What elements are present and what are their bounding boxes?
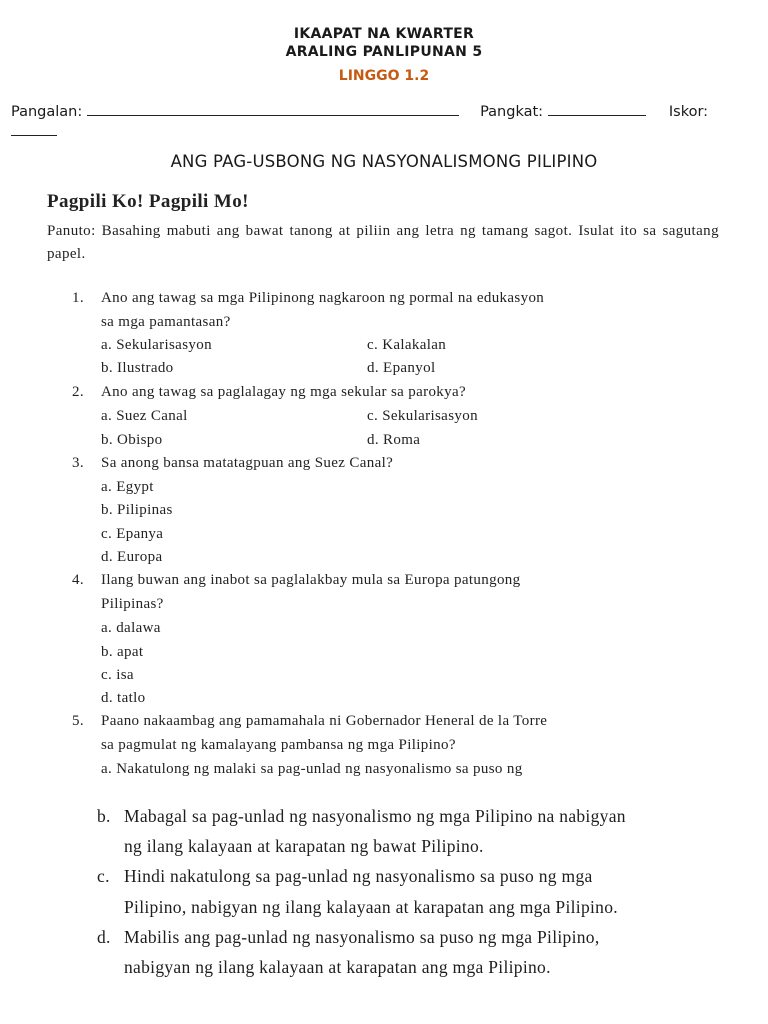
option[interactable]: a. Suez Canal: [101, 408, 188, 424]
option[interactable]: c. Epanya: [101, 526, 164, 542]
option-letter[interactable]: b.: [97, 806, 111, 826]
question-text: sa mga pamantasan?: [101, 314, 231, 330]
option[interactable]: c. Sekularisasyon: [367, 408, 478, 424]
option-letter[interactable]: c.: [97, 866, 110, 886]
score-blank-row: [11, 123, 57, 140]
option[interactable]: b. Obispo: [101, 432, 163, 448]
option[interactable]: a. Nakatulong ng malaki sa pag-unlad ng nasyonalismo sa puso ng: [101, 761, 523, 777]
question-text: Ano ang tawag sa mga Pilipinong nagkaroon ng pormal na edukasyon: [101, 290, 545, 306]
option-text: ng ilang kalayaan at karapatan ng bawat Pilipino.: [124, 836, 484, 856]
option[interactable]: a. dalawa: [101, 620, 161, 636]
question-number: 4.: [72, 572, 84, 588]
option[interactable]: d. Europa: [101, 549, 163, 565]
student-info-row: [11, 103, 708, 120]
question-number: 5.: [72, 713, 84, 729]
quarter-heading: IKAAPAT NA KWARTER: [293, 26, 475, 42]
section-label: Pangkat:: [480, 104, 544, 120]
option[interactable]: a. Egypt: [101, 479, 154, 495]
option[interactable]: d. Epanyol: [367, 360, 436, 376]
option[interactable]: c. Kalakalan: [367, 337, 447, 353]
option-text[interactable]: Mabagal sa pag-unlad ng nasyonalismo ng mga Pilipino na nabigyan: [124, 806, 626, 826]
activity-title: Pagpili Ko! Pagpili Mo!: [47, 191, 249, 212]
lesson-title: ANG PAG-USBONG NG NASYONALISMONG PILIPINO: [170, 152, 598, 171]
option[interactable]: d. Roma: [367, 432, 421, 448]
option[interactable]: b. Pilipinas: [101, 502, 173, 518]
subject-heading: ARALING PANLIPUNAN 5: [285, 44, 483, 60]
question-text: sa pagmulat ng kamalayang pambansa ng mga Pilipino?: [101, 737, 456, 753]
question-text: Paano nakaambag ang pamamahala ni Gobernador Heneral de la Torre: [101, 713, 548, 729]
question-text: Pilipinas?: [101, 596, 164, 612]
score-blank[interactable]: [11, 123, 57, 136]
option[interactable]: c. isa: [101, 667, 134, 683]
score-label: Iskor:: [668, 104, 709, 120]
option-text[interactable]: Mabilis ang pag-unlad ng nasyonalismo sa puso ng mga Pilipino,: [124, 927, 600, 947]
name-label: Pangalan:: [11, 104, 83, 120]
name-blank[interactable]: [87, 103, 459, 116]
option-text: nabigyan ng ilang kalayaan at karapatan ang mga Pilipino.: [124, 957, 551, 977]
option[interactable]: a. Sekularisasyon: [101, 337, 212, 353]
scan-cutoff: [0, 786, 768, 796]
option-text: Pilipino, nabigyan ng ilang kalayaan at karapatan ang mga Pilipino.: [124, 897, 618, 917]
option-letter[interactable]: d.: [97, 927, 111, 947]
question-number: 2.: [72, 384, 84, 400]
option[interactable]: b. apat: [101, 644, 144, 660]
option[interactable]: b. Ilustrado: [101, 360, 174, 376]
question-text: Ilang buwan ang inabot sa paglalakbay mula sa Europa patungong: [101, 572, 521, 588]
option[interactable]: d. tatlo: [101, 690, 146, 706]
question-number: 3.: [72, 455, 84, 471]
option-text[interactable]: Hindi nakatulong sa pag-unlad ng nasyonalismo sa puso ng mga: [124, 866, 593, 886]
question-text: Sa anong bansa matatagpuan ang Suez Canal?: [101, 455, 394, 471]
question-text: Ano ang tawag sa paglalagay ng mga sekular sa parokya?: [101, 384, 467, 400]
directions: Panuto: Basahing mabuti ang bawat tanong at piliin ang letra ng tamang sagot. Isulat ito sa sagutang papel.: [47, 223, 719, 262]
question-number: 1.: [72, 290, 84, 306]
week-label: LINGGO 1.2: [338, 68, 430, 84]
section-blank[interactable]: [548, 103, 646, 116]
